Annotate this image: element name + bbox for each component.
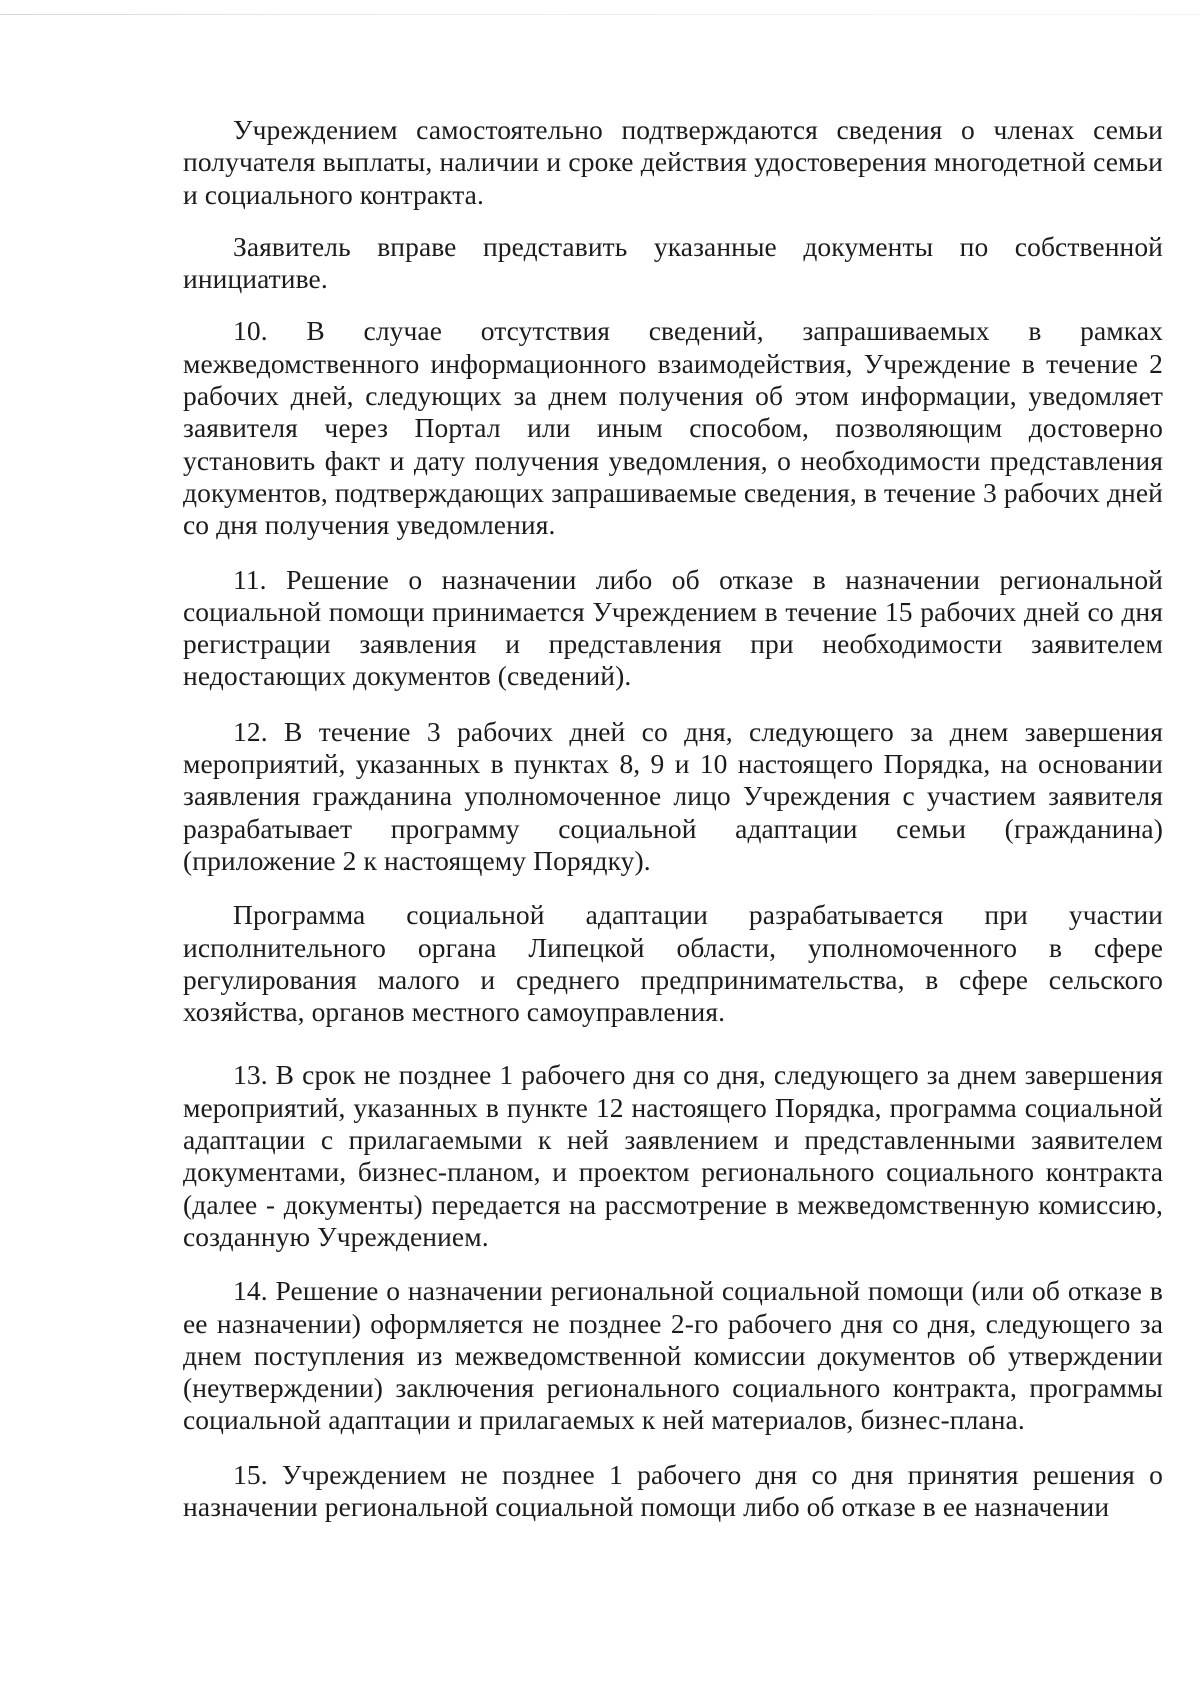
paragraph-adaptation-program: Программа социальной адаптации разрабатывается при участии исполнительного органа Липецкой области, уполномоченного в сфере регулирования малого и среднего предпринимательства, в сфере сельского хозяйства, органов местного самоуправления. <box>183 899 1163 1028</box>
paragraph-verification: Учреждением самостоятельно подтверждаются сведения о членах семьи получателя выплаты, наличии и сроке действия удостоверения многодетной семьи и социального контракта. <box>183 114 1163 210</box>
scan-top-edge <box>0 14 1200 15</box>
paragraph-item-14: 14. Решение о назначении региональной социальной помощи (или об отказе в ее назначении) оформляется не позднее 2-го рабочего дня со дня, следующего за днем поступления из межведомственной комиссии документов об утверждении (неутверждении) заключения регионального социального контракта, программы социальной адаптации и прилагаемых к ней материалов, бизнес-плана. <box>183 1275 1163 1436</box>
paragraph-item-15: 15. Учреждением не позднее 1 рабочего дня со дня принятия решения о назначении региональной социальной помощи либо об отказе в ее назначении <box>183 1458 1163 1522</box>
paragraph-applicant-right: Заявитель вправе представить указанные документы по собственной инициативе. <box>183 230 1163 295</box>
paragraph-item-12: 12. В течение 3 рабочих дней со дня, следующего за днем завершения мероприятий, указанных в пунктах 8, 9 и 10 настоящего Порядка, на основании заявления гражданина уполномоченное лицо Учреждения с участием заявителя разрабатывает программу социальной адаптации семьи (гражданина) (приложение 2 к настоящему Порядку). <box>183 715 1163 876</box>
document-page <box>183 114 1163 1523</box>
paragraph-item-13: 13. В срок не позднее 1 рабочего дня со дня, следующего за днем завершения мероприятий, указанных в пункте 12 настоящего Порядка, программа социальной адаптации с прилагаемыми к ней заявлением и представленными заявителем документами, бизнес-планом, и проектом регионального социального контракта (далее - документы) передается на рассмотрение в межведомственную комиссию, созданную Учреждением. <box>183 1059 1163 1252</box>
paragraph-item-11: 11. Решение о назначении либо об отказе в назначении региональной социальной помощи принимается Учреждением в течение 15 рабочих дней со дня регистрации заявления и представления при необходимости заявителем недостающих документов (сведений). <box>183 563 1163 692</box>
paragraph-item-10: 10. В случае отсутствия сведений, запрашиваемых в рамках межведомственного информационного взаимодействия, Учреждение в течение 2 рабочих дней, следующих за днем получения об этом информации, уведомляет заявителя через Портал или иным способом, позволяющим достоверно установить факт и дату получения уведомления, о необходимости представления документов, подтверждающих запрашиваемые сведения, в течение 3 рабочих дней со дня получения уведомления. <box>183 315 1163 541</box>
